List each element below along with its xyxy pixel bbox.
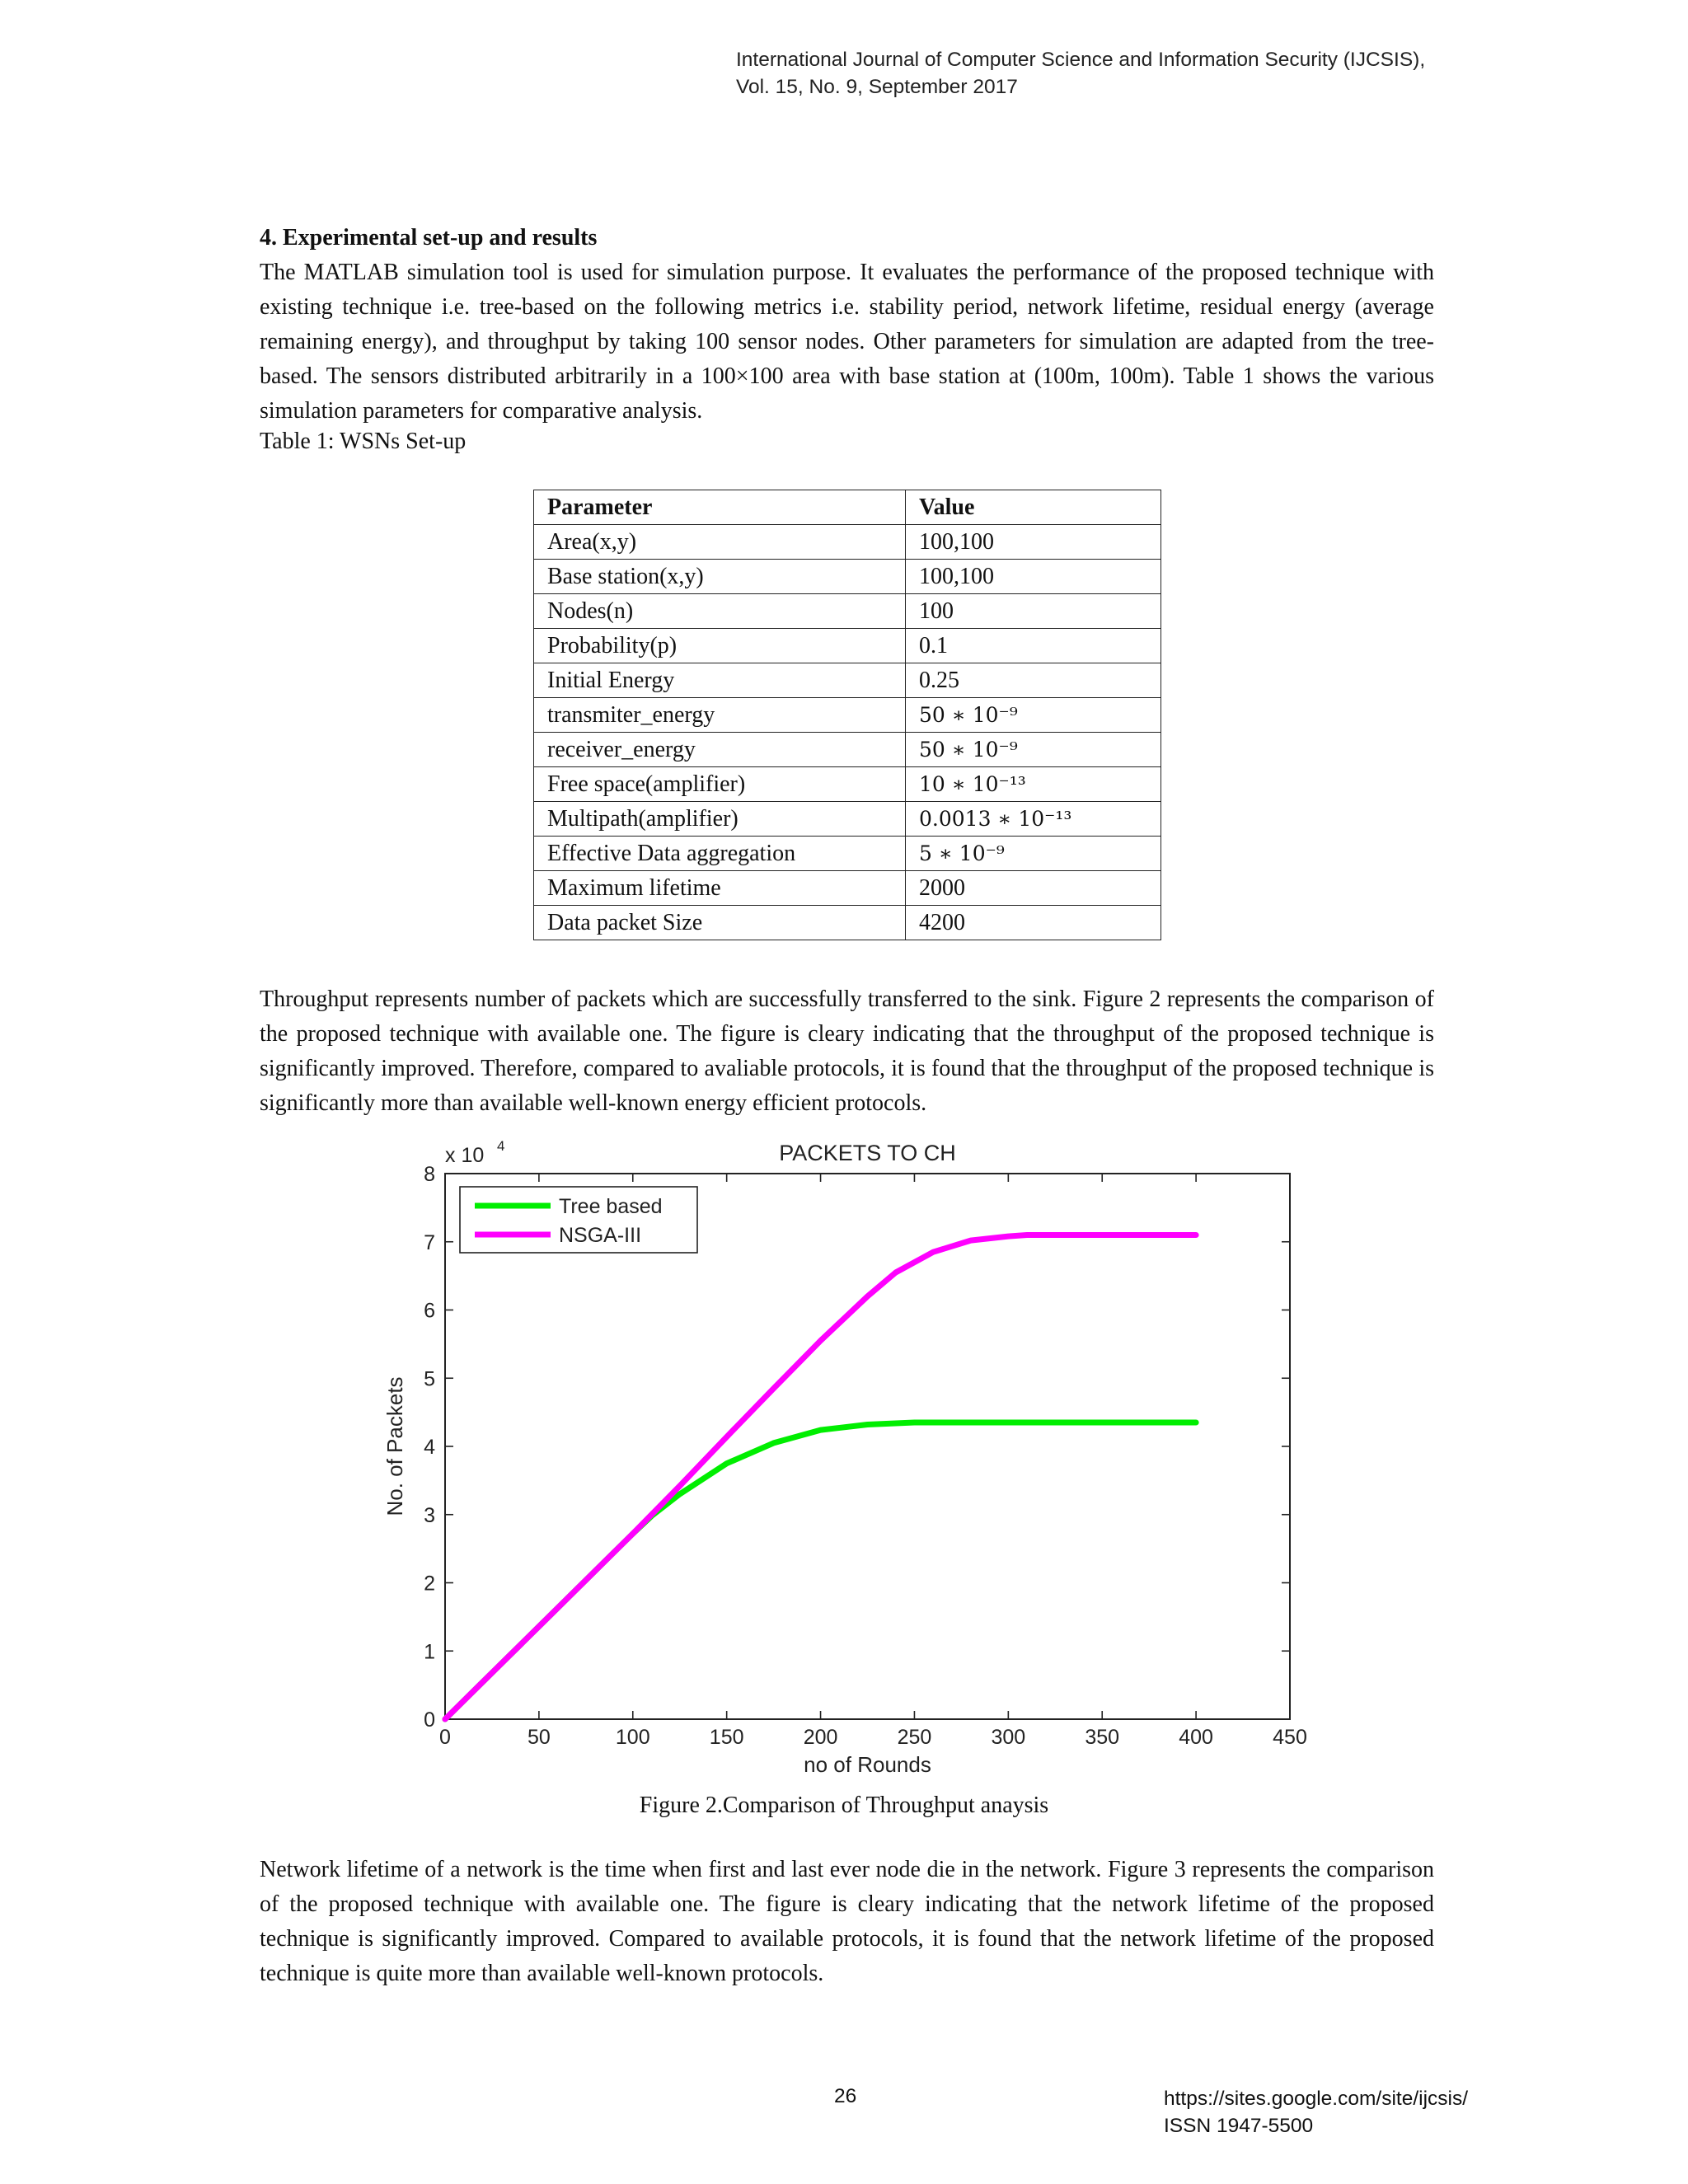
x-tick-label: 0	[439, 1726, 451, 1749]
value-cell: 100,100	[906, 525, 1161, 560]
x-tick-label: 450	[1273, 1726, 1307, 1749]
x-tick-label: 300	[991, 1726, 1026, 1749]
chart-layer	[382, 1138, 1307, 1777]
y-tick-label: 3	[424, 1503, 435, 1527]
y-tick-label: 4	[424, 1436, 435, 1459]
figure-caption: Figure 2.Comparison of Throughput anaysis	[639, 1793, 1049, 1818]
param-cell: Probability(p)	[534, 629, 906, 663]
value-cell: 100	[906, 594, 1161, 629]
x-tick-label: 200	[803, 1726, 838, 1749]
table-row	[534, 767, 1161, 802]
table-row	[534, 802, 1161, 837]
chart-title: PACKETS TO CH	[779, 1141, 956, 1165]
param-cell: Initial Energy	[534, 663, 906, 698]
value-cell: 4200	[906, 906, 1161, 940]
param-cell: Multipath(amplifier)	[534, 802, 906, 837]
y-tick-label: 0	[424, 1708, 435, 1732]
value-cell: 10 ∗ 10⁻¹³	[906, 767, 1161, 802]
y-tick-label: 6	[424, 1299, 435, 1323]
network-lifetime-paragraph: Network lifetime of a network is the time when first and last ever node die in the network. Figure 3 represents the comparison of the proposed technique with available one. The figure is cleary indicating that the network lifetime of the proposed technique is significantly improved. Compared to available protocols, it is found that the network lifetime of the proposed technique is quite more than available well-known protocols.	[260, 1857, 1434, 1986]
table-header-row	[534, 490, 1161, 525]
value-cell: 2000	[906, 871, 1161, 906]
y-multiplier-exponent: 4	[497, 1138, 505, 1154]
param-cell: Nodes(n)	[534, 594, 906, 629]
x-tick-label: 50	[527, 1726, 551, 1749]
param-cell: Maximum lifetime	[534, 871, 906, 906]
value-cell: 0.25	[906, 663, 1161, 698]
parameter-table	[533, 490, 1161, 940]
page-number: 26	[834, 2085, 857, 2107]
y-multiplier-label: x 10	[445, 1144, 485, 1167]
y-tick-label: 5	[424, 1367, 435, 1391]
table-row	[534, 629, 1161, 663]
param-cell: receiver_energy	[534, 733, 906, 767]
param-cell: Effective Data aggregation	[534, 837, 906, 871]
y-tick-label: 2	[424, 1572, 435, 1596]
y-axis-label: No. of Packets	[382, 1376, 407, 1516]
table-row	[534, 871, 1161, 906]
param-cell: Base station(x,y)	[534, 560, 906, 594]
value-cell: 0.0013 ∗ 10⁻¹³	[906, 802, 1161, 837]
table-row	[534, 525, 1161, 560]
x-tick-label: 100	[615, 1726, 650, 1749]
value-cell: 50 ∗ 10⁻⁹	[906, 733, 1161, 767]
table-row	[534, 560, 1161, 594]
param-cell: Free space(amplifier)	[534, 767, 906, 802]
table-caption: Table 1: WSNs Set-up	[260, 429, 467, 454]
footer-info	[1164, 2085, 1468, 2139]
value-cell: 50 ∗ 10⁻⁹	[906, 698, 1161, 733]
section-title: 4. Experimental set-up and results	[260, 225, 598, 251]
intro-paragraph: The MATLAB simulation tool is used for simulation purpose. It evaluates the performance of the proposed technique with existing technique i.e. tree-based on the following metrics i.e. stability period, network lifetime, residual energy (average remaining energy), and throughput by taking 100 sensor nodes. Other parameters for simulation are adapted from the tree-based. The sensors distributed arbitrarily in a 100×100 area with base station at (100m, 100m). Table 1 shows the various simulation parameters for comparative analysis.	[260, 260, 1434, 424]
y-tick-label: 7	[424, 1230, 435, 1254]
table-row	[534, 837, 1161, 871]
table-row	[534, 663, 1161, 698]
throughput-chart	[363, 1129, 1327, 1780]
param-cell: Data packet Size	[534, 906, 906, 940]
x-tick-label: 350	[1085, 1726, 1120, 1749]
value-cell: 5 ∗ 10⁻⁹	[906, 837, 1161, 871]
table-row	[534, 906, 1161, 940]
journal-header	[736, 46, 1425, 101]
param-cell: transmiter_energy	[534, 698, 906, 733]
table-row	[534, 594, 1161, 629]
throughput-paragraph: Throughput represents number of packets which are successfully transferred to the sink. Figure 2 represents the comparison of the proposed technique with available one. The figure is cleary indicating that the throughput of the proposed technique is significantly improved. Therefore, compared to avaliable protocols, it is found that the throughput of the proposed technique is significantly more than available well-known energy efficient protocols.	[260, 987, 1434, 1116]
legend-label: NSGA-III	[559, 1224, 642, 1247]
x-tick-label: 250	[897, 1726, 932, 1749]
y-tick-label: 8	[424, 1163, 435, 1186]
value-cell: 0.1	[906, 629, 1161, 663]
journal-volume-line: Vol. 15, No. 9, September 2017	[736, 76, 1018, 98]
footer-url: https://sites.google.com/site/ijcsis/	[1164, 2088, 1469, 2110]
y-tick-label: 1	[424, 1640, 435, 1664]
column-header-value: Value	[906, 490, 1161, 525]
x-axis-label: no of Rounds	[804, 1752, 931, 1777]
value-cell: 100,100	[906, 560, 1161, 594]
table-row	[534, 698, 1161, 733]
legend-label: Tree based	[559, 1195, 663, 1218]
column-header-parameter: Parameter	[534, 490, 906, 525]
param-cell: Area(x,y)	[534, 525, 906, 560]
x-tick-label: 150	[709, 1726, 744, 1749]
journal-title-line: International Journal of Computer Science and Information Security (IJCSIS),	[736, 49, 1426, 71]
table-row	[534, 733, 1161, 767]
plot-frame	[445, 1174, 1290, 1719]
footer-issn: ISSN 1947-5500	[1164, 2115, 1314, 2137]
x-tick-label: 400	[1179, 1726, 1213, 1749]
